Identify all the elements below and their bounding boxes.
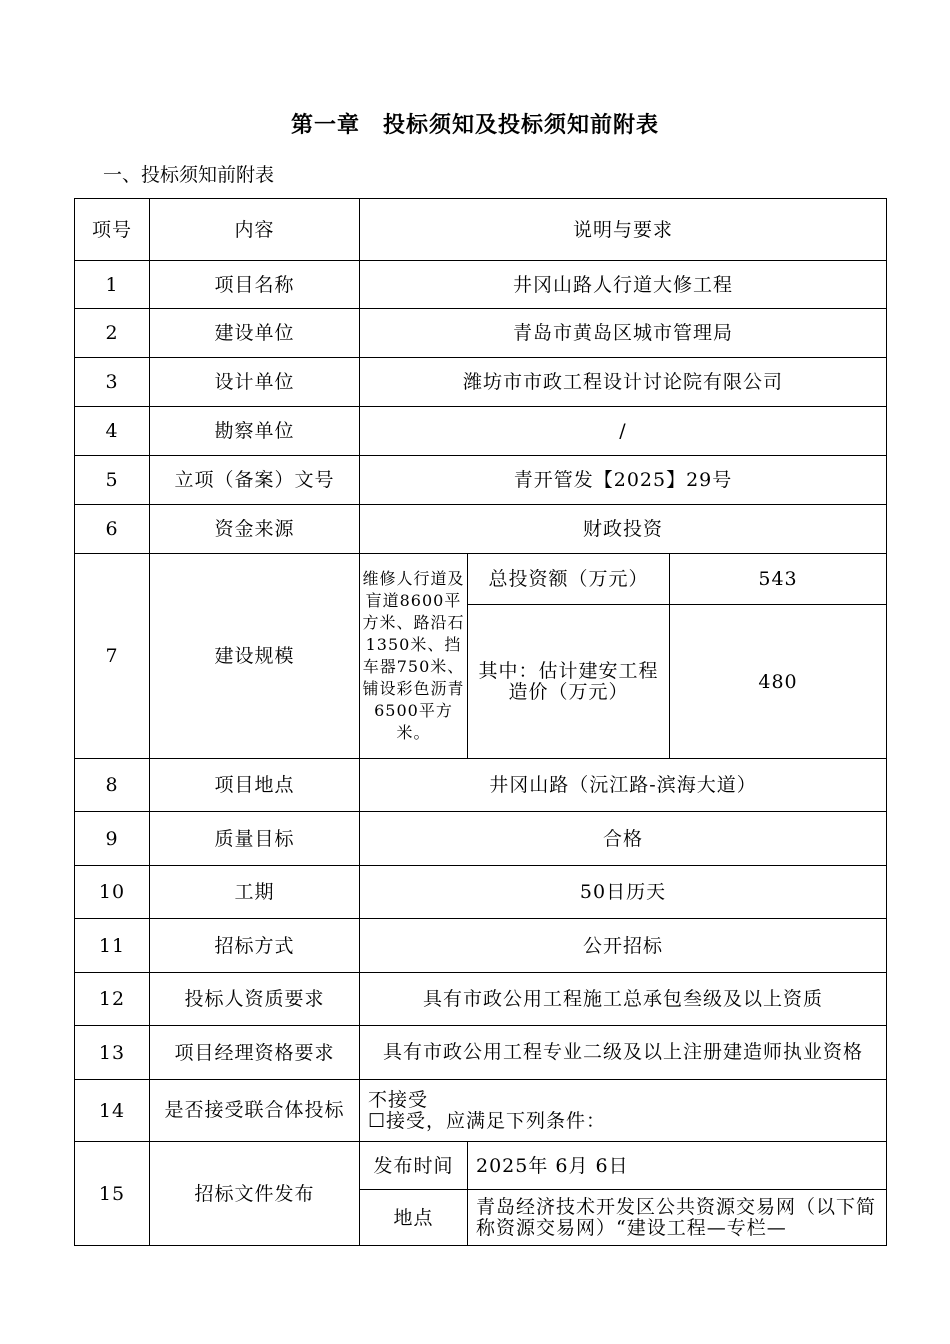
row-no: 7 bbox=[75, 554, 150, 759]
publish-time-value: 2025年 6月 6日 bbox=[468, 1142, 887, 1190]
table-row bbox=[75, 973, 887, 1026]
row-content: 是否接受联合体投标 bbox=[150, 1080, 360, 1142]
table-row bbox=[75, 812, 887, 866]
table-header-row bbox=[75, 199, 887, 261]
table-row bbox=[75, 1080, 887, 1142]
table-row bbox=[75, 456, 887, 505]
table-row bbox=[75, 1142, 887, 1190]
row-no: 6 bbox=[75, 505, 150, 554]
row-no: 11 bbox=[75, 919, 150, 973]
row-content: 质量目标 bbox=[150, 812, 360, 866]
table-row bbox=[75, 407, 887, 456]
row-content: 项目地点 bbox=[150, 759, 360, 812]
estimated-cost-value: 480 bbox=[670, 605, 887, 759]
table-row bbox=[75, 261, 887, 309]
row-desc: 具有市政公用工程专业二级及以上注册建造师执业资格 bbox=[360, 1026, 887, 1080]
header-desc: 说明与要求 bbox=[360, 199, 887, 261]
row-desc: 公开招标 bbox=[360, 919, 887, 973]
row-desc: 50日历天 bbox=[360, 866, 887, 919]
row-no: 14 bbox=[75, 1080, 150, 1142]
estimated-cost-label: 其中：估计建安工程造价（万元） bbox=[468, 605, 670, 759]
consortium-accepted-option: ☐接受，应满足下列条件： bbox=[368, 1109, 607, 1132]
row-no: 4 bbox=[75, 407, 150, 456]
row-desc: 井冈山路（沅江路-滨海大道） bbox=[360, 759, 887, 812]
row-content: 投标人资质要求 bbox=[150, 973, 360, 1026]
row-no: 10 bbox=[75, 866, 150, 919]
table-row bbox=[75, 919, 887, 973]
publish-place-label: 地点 bbox=[360, 1190, 468, 1246]
table-row bbox=[75, 505, 887, 554]
table-row bbox=[75, 309, 887, 358]
row-content: 勘察单位 bbox=[150, 407, 360, 456]
row-no: 9 bbox=[75, 812, 150, 866]
table-row bbox=[75, 554, 887, 605]
row-content: 工期 bbox=[150, 866, 360, 919]
bid-info-table bbox=[74, 198, 887, 1246]
row-content: 招标方式 bbox=[150, 919, 360, 973]
row-no: 1 bbox=[75, 261, 150, 309]
table-row bbox=[75, 1026, 887, 1080]
row-content: 建设规模 bbox=[150, 554, 360, 759]
table-row bbox=[75, 866, 887, 919]
section-heading: 一、投标须知前附表 bbox=[103, 164, 275, 186]
consortium-options bbox=[360, 1080, 887, 1142]
row-desc: 青开管发【2025】29号 bbox=[360, 456, 887, 505]
row-desc: 具有市政公用工程施工总承包叁级及以上资质 bbox=[360, 973, 887, 1026]
row-desc: 财政投资 bbox=[360, 505, 887, 554]
row-desc: 合格 bbox=[360, 812, 887, 866]
row-content: 设计单位 bbox=[150, 358, 360, 407]
consortium-not-accepted: 不接受 bbox=[368, 1088, 429, 1111]
row-desc: 青岛市黄岛区城市管理局 bbox=[360, 309, 887, 358]
page-title: 第一章 投标须知及投标须知前附表 bbox=[290, 112, 659, 138]
scale-description: 维修人行道及盲道8600平方米、路沿石1350米、挡车器750米、铺设彩色沥青6500平方米。 bbox=[360, 554, 468, 759]
row-no: 13 bbox=[75, 1026, 150, 1080]
row-no: 3 bbox=[75, 358, 150, 407]
header-content: 内容 bbox=[150, 199, 360, 261]
row-no: 8 bbox=[75, 759, 150, 812]
row-content: 项目经理资格要求 bbox=[150, 1026, 360, 1080]
row-content: 建设单位 bbox=[150, 309, 360, 358]
row-content: 招标文件发布 bbox=[150, 1142, 360, 1246]
row-no: 12 bbox=[75, 973, 150, 1026]
table-row bbox=[75, 759, 887, 812]
row-no: 15 bbox=[75, 1142, 150, 1246]
table-row bbox=[75, 358, 887, 407]
total-investment-value: 543 bbox=[670, 554, 887, 605]
row-desc: 潍坊市市政工程设计讨论院有限公司 bbox=[360, 358, 887, 407]
row-desc: 井冈山路人行道大修工程 bbox=[360, 261, 887, 309]
row-no: 5 bbox=[75, 456, 150, 505]
row-content: 资金来源 bbox=[150, 505, 360, 554]
publish-place-value: 青岛经济技术开发区公共资源交易网（以下简称资源交易网）“建设工程—专栏— bbox=[468, 1190, 887, 1246]
row-no: 2 bbox=[75, 309, 150, 358]
publish-time-label: 发布时间 bbox=[360, 1142, 468, 1190]
row-content: 项目名称 bbox=[150, 261, 360, 309]
row-content: 立项（备案）文号 bbox=[150, 456, 360, 505]
total-investment-label: 总投资额（万元） bbox=[468, 554, 670, 605]
header-no: 项号 bbox=[75, 199, 150, 261]
row-desc: / bbox=[360, 407, 887, 456]
